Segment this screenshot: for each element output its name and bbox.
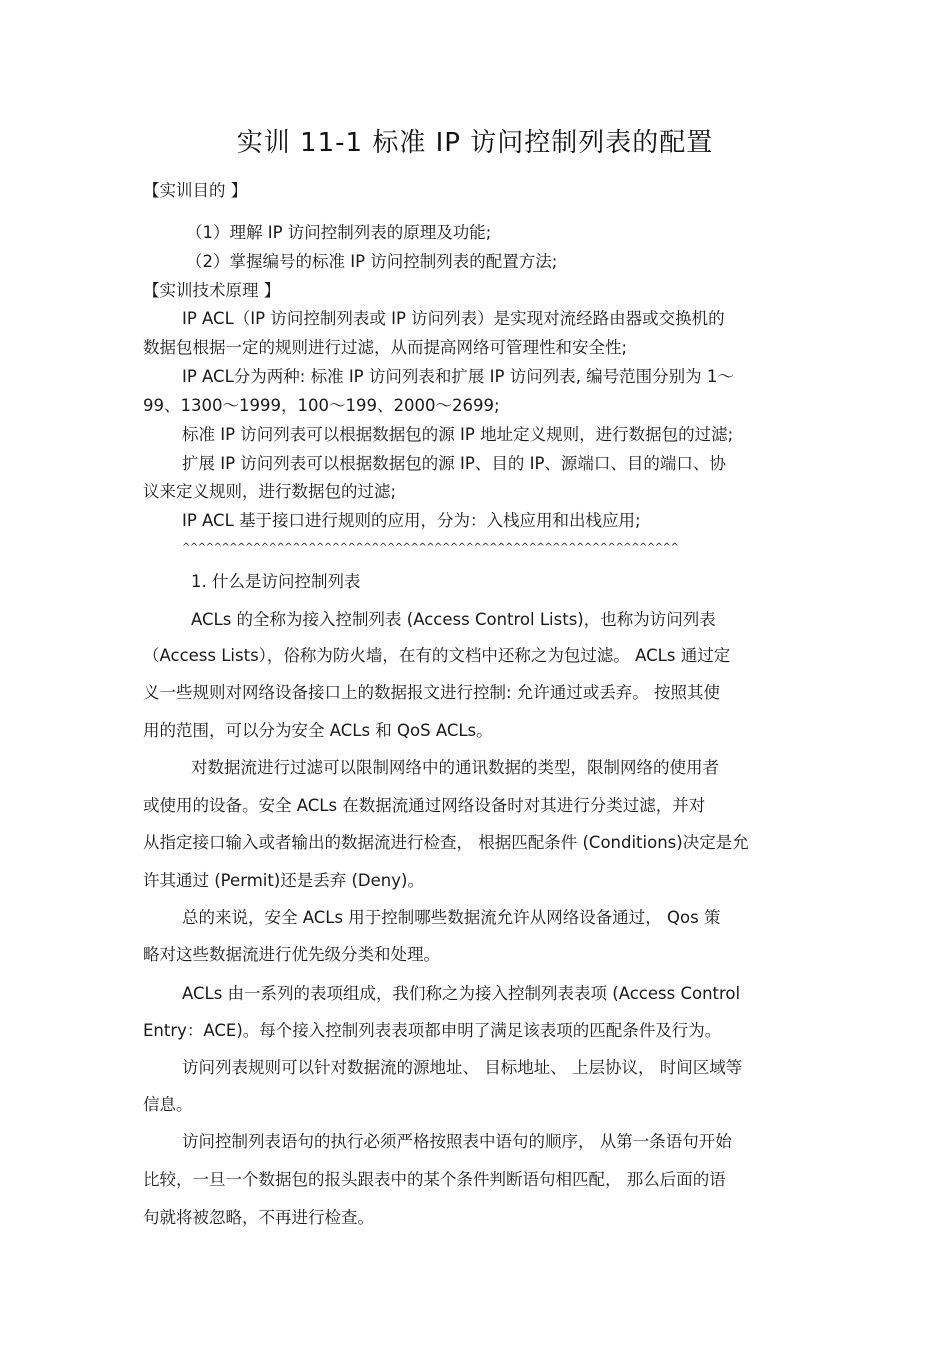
paragraph-line: 信息。 — [143, 1095, 193, 1114]
paragraph-line: 略对这些数据流进行优先级分类和处理。 — [143, 945, 440, 964]
paragraph-line: 数据包根据一定的规则进行过滤，从而提高网络可管理性和安全性; — [143, 338, 628, 357]
paragraph-line: 访问列表规则可以针对数据流的源地址、 目标地址、 上层协议， 时间区域等 — [182, 1058, 743, 1077]
paragraph-line: IP ACL（IP 访问控制列表或 IP 访问列表）是实现对流经路由器或交换机的 — [182, 309, 725, 328]
paragraph-line: 从指定接口输入或者输出的数据流进行检查， 根据匹配条件 (Conditions)决定是允 — [143, 833, 749, 852]
paragraph-line: 比较，一旦一个数据包的报头跟表中的某个条件判断语句相匹配， 那么后面的语 — [143, 1170, 726, 1189]
paragraph-line: ACLs 由一系列的表项组成，我们称之为接入控制列表表项 (Access Control — [182, 984, 741, 1003]
paragraph-line: 句就将被忽略，不再进行检查。 — [143, 1208, 374, 1227]
paragraph-line: 对数据流进行过滤可以限制网络中的通讯数据的类型，限制网络的使用者 — [191, 758, 719, 777]
page-title: 实训 11-1 标准 IP 访问控制列表的配置 — [236, 128, 714, 158]
paragraph-line: 99、1300～1999，100～199、2000～2699; — [143, 396, 500, 415]
separator-carets: ^^^^^^^^^^^^^^^^^^^^^^^^^^^^^^^^^^^^^^^^^^^^^^^^^^^^^^^^^^^^^^^ — [182, 542, 679, 553]
paragraph-line: 访问控制列表语句的执行必须严格按照表中语句的顺序， 从第一条语句开始 — [182, 1132, 732, 1151]
objective-item-1: （1）理解 IP 访问控制列表的原理及功能; — [186, 223, 492, 242]
paragraph-line: 或使用的设备。安全 ACLs 在数据流通过网络设备时对其进行分类过滤，并对 — [143, 796, 706, 815]
paragraph-line: Entry：ACE)。每个接入控制列表表项都申明了满足该表项的匹配条件及行为。 — [143, 1021, 722, 1040]
section-heading-objective: 【实训目的 】 — [143, 181, 248, 200]
paragraph-line: 标准 IP 访问列表可以根据数据包的源 IP 地址定义规则，进行数据包的过滤; — [182, 425, 734, 444]
paragraph-line: ACLs 的全称为接入控制列表 (Access Control Lists)，也称为访问列表 — [191, 610, 716, 629]
paragraph-line: IP ACL分为两种: 标准 IP 访问列表和扩展 IP 访问列表, 编号范围分别为 1～ — [182, 367, 734, 386]
objective-item-2: （2）掌握编号的标准 IP 访问控制列表的配置方法; — [186, 252, 558, 271]
paragraph-line: （Access Lists），俗称为防火墙，在有的文档中还称之为包过滤。 ACLs 通过定 — [143, 646, 731, 665]
subsection-heading: 1. 什么是访问控制列表 — [191, 572, 361, 591]
paragraph-line: IP ACL 基于接口进行规则的应用，分为：入栈应用和出栈应用; — [182, 511, 641, 530]
paragraph-line: 议来定义规则，进行数据包的过滤; — [143, 482, 397, 501]
paragraph-line: 扩展 IP 访问列表可以根据数据包的源 IP、目的 IP、源端口、目的端口、协 — [182, 454, 726, 473]
paragraph-line: 许其通过 (Permit)还是丢弃 (Deny)。 — [143, 871, 424, 890]
paragraph-line: 用的范围，可以分为安全 ACLs 和 QoS ACLs。 — [143, 721, 493, 740]
section-heading-principle: 【实训技术原理 】 — [143, 281, 281, 300]
paragraph-line: 义一些规则对网络设备接口上的数据报文进行控制: 允许通过或丢弃。 按照其使 — [143, 683, 721, 702]
paragraph-line: 总的来说，安全 ACLs 用于控制哪些数据流允许从网络设备通过， Qos 策 — [182, 908, 721, 927]
